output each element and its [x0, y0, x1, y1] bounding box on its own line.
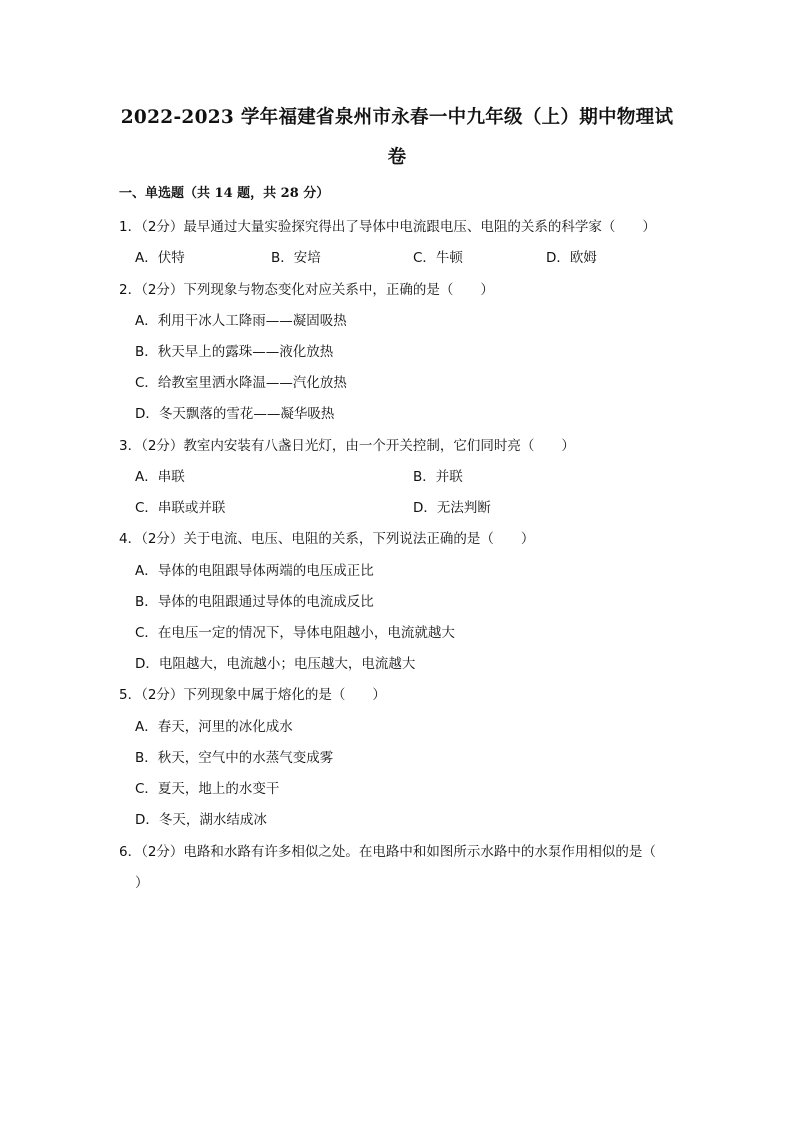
question-1-option-c: C．牛顿 [413, 250, 463, 266]
question-1-stem: 1．（2分）最早通过大量实验探究得出了导体中电流跟电压、电阻的关系的科学家（ ） [119, 219, 656, 235]
question-5-option-c: C．夏天，地上的水变干 [135, 781, 280, 797]
question-2-option-c: C．给教室里洒水降温——汽化放热 [135, 375, 347, 391]
question-1-option-d: D．欧姆 [546, 250, 597, 266]
question-5-option-d: D．冬天，湖水结成冰 [135, 812, 267, 828]
question-5-option-b: B．秋天，空气中的水蒸气变成雾 [135, 750, 334, 766]
question-4-option-d: D．电阻越大，电流越小；电压越大，电流越大 [135, 656, 416, 672]
question-6-stem-continued: ） [135, 875, 149, 891]
question-3-option-a: A．串联 [135, 469, 185, 485]
exam-title-line2: 卷 [387, 147, 407, 168]
question-5-stem: 5．（2分）下列现象中属于熔化的是（ ） [119, 687, 386, 703]
question-2-option-b: B．秋天早上的露珠——液化放热 [135, 344, 334, 360]
question-5-option-a: A．春天，河里的冰化成水 [135, 719, 293, 735]
question-2-option-a: A．利用干冰人工降雨——凝固吸热 [135, 313, 347, 329]
question-3-option-d: D．无法判断 [413, 500, 491, 516]
question-3-option-b: B．并联 [413, 469, 463, 485]
question-4-option-a: A．导体的电阻跟导体两端的电压成正比 [135, 563, 374, 579]
question-6-stem: 6．（2分）电路和水路有许多相似之处。在电路中和如图所示水路中的水泵作用相似的是（ [119, 844, 656, 860]
question-1-option-a: A．伏特 [135, 250, 185, 266]
question-2-option-d: D．冬天飘落的雪花——凝华吸热 [135, 406, 335, 422]
question-2-stem: 2．（2分）下列现象与物态变化对应关系中，正确的是（ ） [119, 282, 494, 298]
question-4-option-c: C．在电压一定的情况下，导体电阻越小，电流就越大 [135, 625, 455, 641]
question-1-option-b: B．安培 [271, 250, 321, 266]
question-4-option-b: B．导体的电阻跟通过导体的电流成反比 [135, 594, 374, 610]
question-3-stem: 3．（2分）教室内安装有八盏日光灯，由一个开关控制，它们同时亮（ ） [119, 438, 575, 454]
question-4-stem: 4．（2分）关于电流、电压、电阻的关系，下列说法正确的是（ ） [119, 531, 535, 547]
question-3-option-c: C．串联或并联 [135, 500, 226, 516]
exam-title-line1: 2022-2023 学年福建省泉州市永春一中九年级（上）期中物理试 [120, 107, 674, 128]
section-heading: 一、单选题（共 14 题，共 28 分） [119, 186, 330, 201]
